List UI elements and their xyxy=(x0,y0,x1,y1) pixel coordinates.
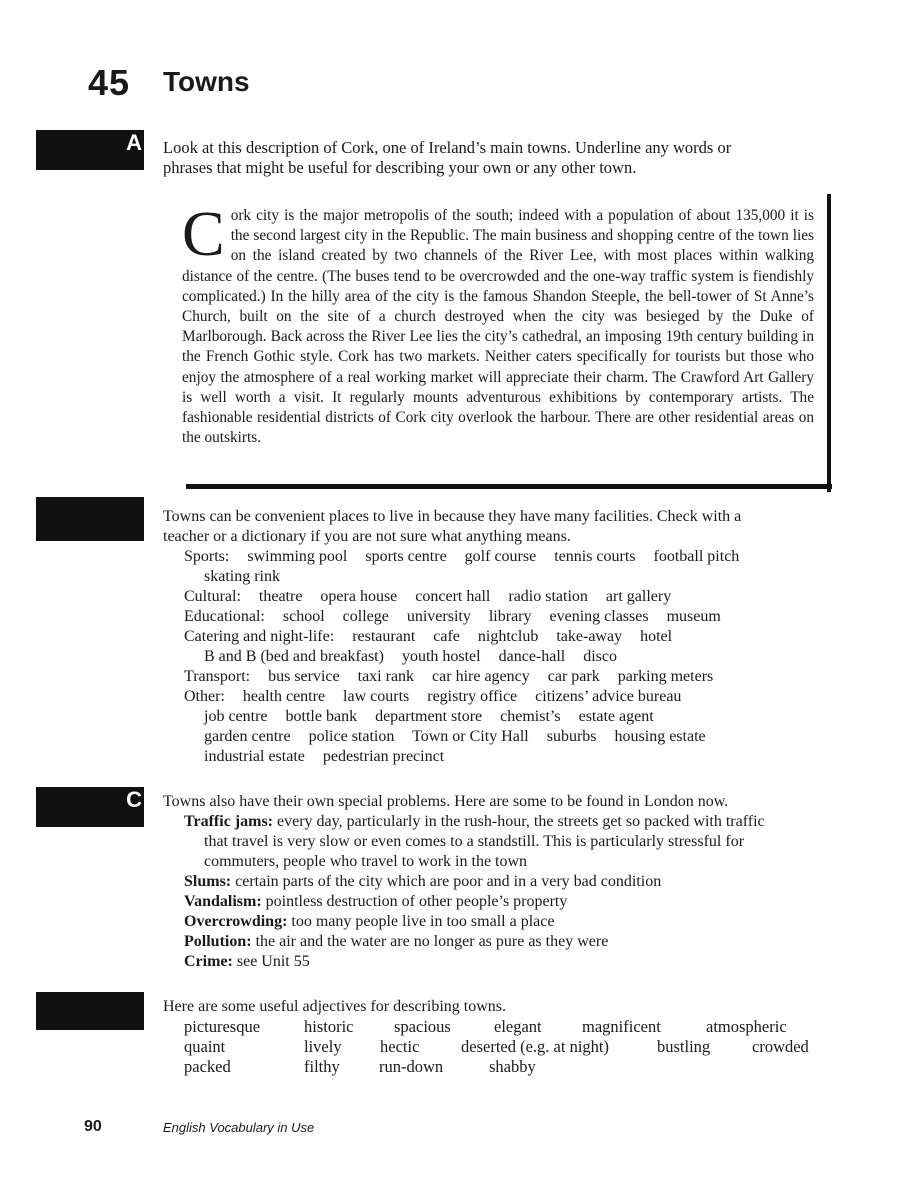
adjective: deserted (e.g. at night) xyxy=(461,1037,609,1056)
list-item: health centre xyxy=(242,688,326,705)
list-item: housing estate xyxy=(614,728,706,745)
vandalism-term: Vandalism: xyxy=(184,893,262,910)
list-item: job centre xyxy=(204,708,268,725)
traffic-jams-line1 xyxy=(163,812,853,832)
table-row xyxy=(184,1057,809,1077)
adjective: filthy xyxy=(304,1057,340,1076)
section-a-marker xyxy=(36,130,144,170)
pollution-term: Pollution: xyxy=(184,933,252,950)
section-d-marker xyxy=(36,992,144,1030)
adjectives-table xyxy=(184,1017,809,1077)
table-row xyxy=(184,1037,809,1057)
adjective: bustling xyxy=(657,1037,711,1056)
list-item: hotel xyxy=(640,628,673,645)
pollution-def: the air and the water are no longer as pure as they were xyxy=(255,933,609,950)
list-item: art gallery xyxy=(605,588,672,605)
adjective: quaint xyxy=(184,1037,226,1056)
section-c-letter: C xyxy=(126,787,142,812)
list-item: swimming pool xyxy=(247,548,348,565)
sports-row-cont xyxy=(163,567,843,587)
adjective: historic xyxy=(304,1017,354,1036)
section-a-intro-line1: Look at this description of Cork, one of Ireland’s main towns. Underline any words or xyxy=(163,138,732,157)
list-item: car park xyxy=(547,668,600,685)
traffic-jams-term: Traffic jams: xyxy=(184,813,273,830)
list-item: concert hall xyxy=(415,588,491,605)
catering-row xyxy=(163,627,843,647)
section-d xyxy=(163,997,843,1077)
traffic-jams-def1: every day, particularly in the rush-hour, the streets get so packed with traffic xyxy=(277,813,765,830)
list-item: estate agent xyxy=(578,708,654,725)
crime-def: see Unit 55 xyxy=(236,953,310,970)
list-item: youth hostel xyxy=(401,648,481,665)
vandalism-def: pointless destruction of other people’s property xyxy=(265,893,568,910)
unit-title: Towns xyxy=(163,66,250,97)
list-item: car hire agency xyxy=(432,668,530,685)
list-item: college xyxy=(342,608,389,625)
section-a-letter: A xyxy=(126,130,142,155)
adjective: shabby xyxy=(489,1057,536,1076)
list-item: industrial estate xyxy=(204,748,305,765)
sports-row xyxy=(163,547,843,567)
list-item: citizens’ advice bureau xyxy=(535,688,682,705)
adjective-row2-rest xyxy=(304,1037,809,1057)
list-item: restaurant xyxy=(352,628,416,645)
adjective: run-down xyxy=(379,1057,444,1076)
list-item: garden centre xyxy=(204,728,291,745)
passage-box-right-border xyxy=(827,194,831,492)
list-item: disco xyxy=(583,648,618,665)
section-b-intro-line1: Towns can be convenient places to live in because they have many facilities. Check with a xyxy=(163,508,742,525)
other-row-cont2 xyxy=(163,727,843,747)
catering-label: Catering and night-life: xyxy=(184,628,335,645)
passage-box-bottom-border xyxy=(186,484,832,489)
list-item: bus service xyxy=(268,668,340,685)
section-b-intro-line2: teacher or a dictionary if you are not sure what anything means. xyxy=(163,528,571,545)
adjective-row3-rest xyxy=(304,1057,809,1077)
list-item: museum xyxy=(666,608,721,625)
list-item: football pitch xyxy=(653,548,740,565)
educational-label: Educational: xyxy=(184,608,265,625)
list-item: university xyxy=(406,608,471,625)
adjective: picturesque xyxy=(184,1017,261,1036)
list-item: golf course xyxy=(464,548,537,565)
overcrowding-def: too many people live in too small a place xyxy=(291,913,555,930)
crime-line xyxy=(163,952,853,972)
adjective: lively xyxy=(304,1037,342,1056)
section-b xyxy=(163,507,843,767)
list-item: evening classes xyxy=(549,608,649,625)
other-row xyxy=(163,687,843,707)
unit-number: 45 xyxy=(88,62,131,103)
overcrowding-line xyxy=(163,912,853,932)
list-item: suburbs xyxy=(546,728,597,745)
page-number: 90 xyxy=(84,1118,102,1135)
slums-def: certain parts of the city which are poor and in a very bad condition xyxy=(235,873,662,890)
sports-label: Sports: xyxy=(184,548,230,565)
section-c-intro: Towns also have their own special problems. Here are some to be found in London now. xyxy=(163,793,729,810)
list-item: law courts xyxy=(343,688,410,705)
list-item: Town or City Hall xyxy=(412,728,529,745)
list-item: chemist’s xyxy=(500,708,561,725)
adjective: atmospheric xyxy=(706,1017,787,1036)
overcrowding-term: Overcrowding: xyxy=(184,913,288,930)
list-item: B and B (bed and breakfast) xyxy=(204,648,384,665)
list-item: registry office xyxy=(427,688,518,705)
crime-term: Crime: xyxy=(184,953,233,970)
cultural-row xyxy=(163,587,843,607)
section-d-intro: Here are some useful adjectives for describing towns. xyxy=(163,998,506,1015)
cork-passage xyxy=(182,198,814,448)
traffic-jams-line2: that travel is very slow or even comes to a standstill. This is particularly stressful for xyxy=(204,833,745,850)
list-item: tennis courts xyxy=(554,548,636,565)
pollution-line xyxy=(163,932,853,952)
list-item: library xyxy=(488,608,532,625)
adjective: hectic xyxy=(380,1037,420,1056)
other-row-cont3 xyxy=(163,747,843,767)
adjective: packed xyxy=(184,1057,231,1076)
adjective: elegant xyxy=(494,1017,542,1036)
list-item: theatre xyxy=(258,588,303,605)
list-item: pedestrian precinct xyxy=(322,748,445,765)
cultural-label: Cultural: xyxy=(184,588,241,605)
slums-line xyxy=(163,872,853,892)
traffic-jams-line3: commuters, people who travel to work in the town xyxy=(204,853,528,870)
vandalism-line xyxy=(163,892,853,912)
list-item: cafe xyxy=(433,628,460,645)
list-item: skating rink xyxy=(204,568,280,585)
section-c xyxy=(163,792,853,972)
list-item: school xyxy=(282,608,325,625)
passage-dropcap: C xyxy=(182,198,225,269)
book-title: English Vocabulary in Use xyxy=(163,1120,315,1135)
adjective: crowded xyxy=(752,1037,809,1056)
list-item: bottle bank xyxy=(285,708,358,725)
list-item: taxi rank xyxy=(357,668,415,685)
section-a-intro-line2: phrases that might be useful for describing your own or any other town. xyxy=(163,158,637,177)
educational-row xyxy=(163,607,843,627)
adjective: magnificent xyxy=(582,1017,661,1036)
table-row xyxy=(184,1017,809,1037)
other-row-cont1 xyxy=(163,707,843,727)
section-a-intro xyxy=(163,138,731,178)
section-c-marker xyxy=(36,787,144,827)
passage-text: ork city is the major metropolis of the south; indeed with a population of about 135,000 it is the second largest city in the Republic. The main business and shopping centre of the town lies on the island created by two channels of the River Lee, with most places within walking distance of the centre. (The buses tend to be overcrowded and the one-way traffic system is fiendishly complicated.) In the hilly area of the city is the famous Shandon Steeple, the bell-tower of St Anne’s Church, built on the site of a church destroyed when the city was besieged by the Duke of Marlborough. Back across the River Lee lies the city’s cathedral, an imposing 19th century building in the French Gothic style. Cork has two markets. Neither caters specifically for tourists but those who enjoy the atmosphere of a real working market will appreciate their charm. The Crawford Art Gallery is well worth a visit. It regularly mounts adventurous exhibitions by contemporary artists. The fashionable residential districts of Cork city overlook the harbour. There are other residential areas on the outskirts. xyxy=(182,207,814,447)
adjective: spacious xyxy=(394,1017,451,1036)
list-item: sports centre xyxy=(365,548,447,565)
list-item: nightclub xyxy=(477,628,539,645)
other-label: Other: xyxy=(184,688,225,705)
list-item: opera house xyxy=(320,588,398,605)
list-item: parking meters xyxy=(617,668,714,685)
list-item: radio station xyxy=(508,588,588,605)
slums-term: Slums: xyxy=(184,873,232,890)
list-item: take-away xyxy=(556,628,623,645)
transport-row xyxy=(163,667,843,687)
section-b-marker xyxy=(36,497,144,541)
list-item: dance-hall xyxy=(498,648,566,665)
list-item: police station xyxy=(308,728,395,745)
transport-label: Transport: xyxy=(184,668,251,685)
catering-row-cont xyxy=(163,647,843,667)
list-item: department store xyxy=(375,708,483,725)
